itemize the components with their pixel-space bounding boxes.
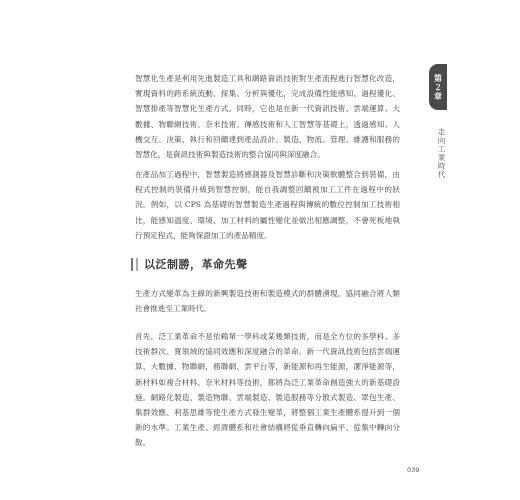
chapter-title: 走向工業時代 [437, 127, 446, 179]
chapter-side-tab [429, 64, 447, 192]
section-heading [131, 256, 248, 272]
page-number: 039 [407, 466, 420, 474]
section-heading-text: 以泛制勝，革命先聲 [144, 258, 248, 271]
chapter-number: 第２章 [429, 64, 447, 110]
paragraph-processing: 在產品加工過程中，智慧製造將感測器及智慧診斷和決策軟體整合到裝備，由程式控制的裝備升級到智慧控制，能自我調整回饋被加工工件在過程中的狀況。例如，以 CPS 為基礎的智慧製造生產過程與傳統的數位控制加工技術相比，能感知溫度、環境、加工材料的屬性變化並做出相應調整，不會死板地執行預定程式，能夠保證加工的產品精度。 [135, 170, 400, 240]
heading-marker-icon [131, 258, 138, 271]
paragraph-firstly: 首先，泛工業革命不是依賴單一學科或某幾類技術，而是全方位的多學科、多技術群次、寬領域的協同效應和深度融合的革命。新一代資訊技術包括雲端運算、大數據、物聯網，務聯網、雲平台等，新能源和再生能源，潔淨能源等，新材料如複合材料、奈米材料等技術，都將為泛工業革命創造強大的新基礎設施。網路化製造、製造物聯、雲端製造、製造服務等分散式製造、眾包生產、集群效應、利基思維等使生產方式發生變革，將整個工業生產體系提升到一個新的水準。工業生產、經濟體系和社會結構將從垂直轉向扁平、從集中轉向分散。 [135, 332, 400, 448]
paragraph-smart-production: 智慧化生產是利用先進製造工具和網路資訊技術對生產流程進行智慧化改造，實現資料的跨系統流動、採集、分析與優化，完成設備性能感知、過程優化、智慧排產等智慧化生產方式。同時，它也是在新一代資訊技術、雲端運算、大數據、物聯網技術、奈米技術、傳感技術和人工智慧等基礎上，透過感知、人機交互、決策、執行和回饋達到產品設計、製造、物流、管理、維護和服務的智慧化，是資訊技術與製造技術的整合協同與深度融合。 [135, 74, 400, 160]
paragraph-intro: 生產方式變革為主線的新興製造技術和製造模式的群體湧現，協同融合將人類社會推進至工業時代。 [135, 289, 400, 314]
